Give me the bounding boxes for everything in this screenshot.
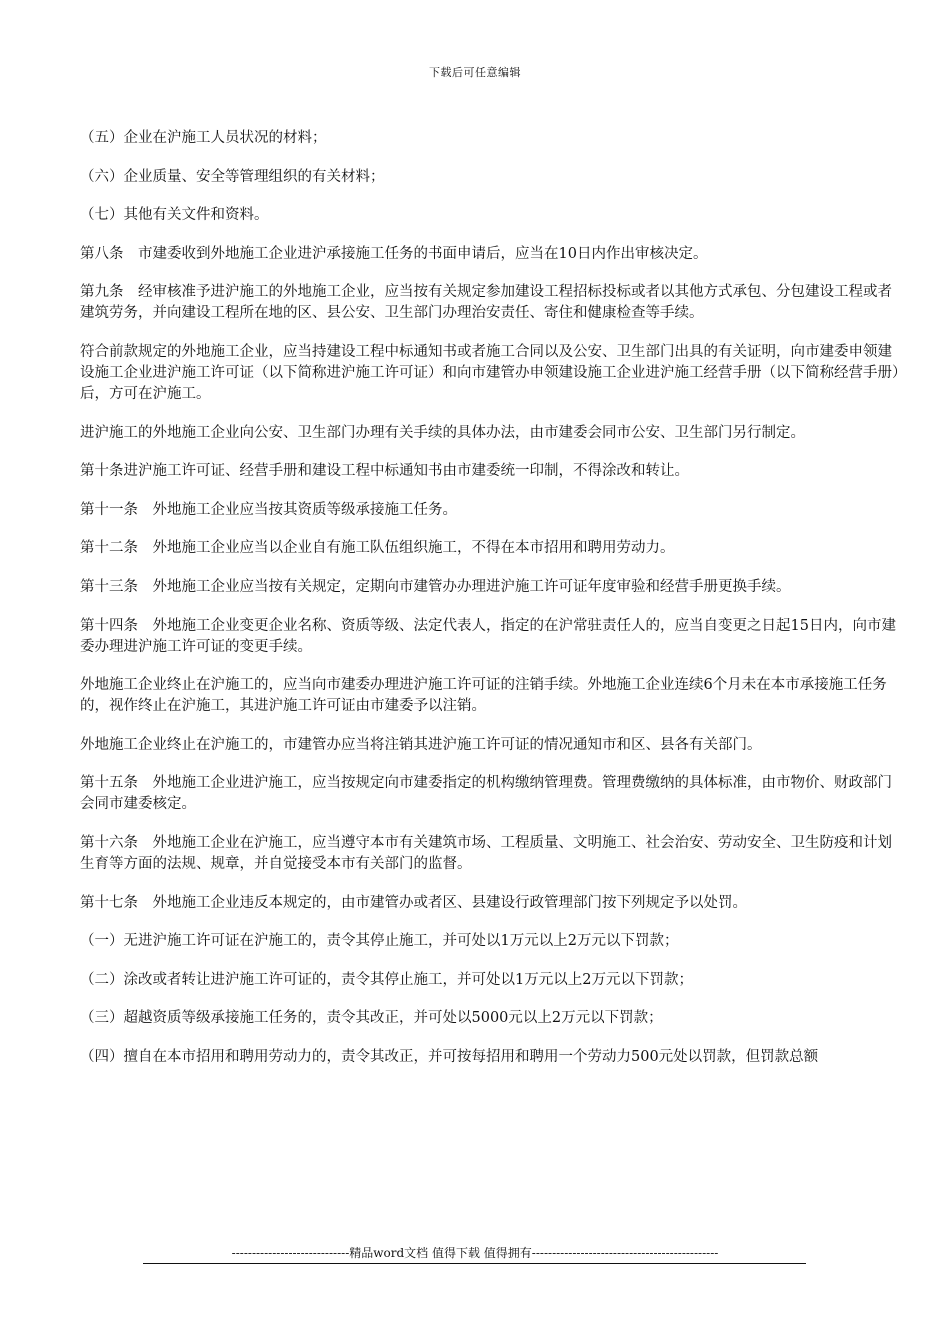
paragraph: （五）企业在沪施工人员状况的材料； — [80, 130, 327, 146]
paragraph: 外地施工企业终止在沪施工的，应当向市建委办理进沪施工许可证的注销手续。外地施工企业连续6个月未在本市承接施工任务的，视作终止在沪施工，其进沪施工许可证由市建委予以注销。 — [80, 677, 887, 715]
paragraph: （三）超越资质等级承接施工任务的，责令其改正，并可处以5000元以上2万元以下罚款； — [80, 1010, 663, 1027]
footer-rule — [143, 1263, 806, 1264]
paragraph: （七）其他有关文件和资料。 — [80, 207, 269, 224]
paragraph: （六）企业质量、安全等管理组织的有关材料； — [80, 168, 385, 185]
page-header: 下载后可任意编辑 — [429, 66, 521, 79]
document-body — [80, 128, 902, 1085]
paragraph: （一）无进沪施工许可证在沪施工的，责令其停止施工，并可处以1万元以上2万元以下罚款； — [80, 933, 679, 950]
paragraph: 第十三条 外地施工企业应当按有关规定，定期向市建管办办理进沪施工许可证年度审验和经营手册更换手续。 — [80, 578, 791, 595]
paragraph: 第十条进沪施工许可证、经营手册和建设工程中标通知书由市建委统一印制，不得涂改和转让。 — [80, 463, 689, 480]
paragraph: 第十七条 外地施工企业违反本规定的，由市建管办或者区、县建设行政管理部门按下列规定予以处罚。 — [80, 894, 747, 911]
paragraph: 第十五条 外地施工企业进沪施工，应当按规定向市建委指定的机构缴纳管理费。管理费缴纳的具体标准，由市物价、财政部门会同市建委核定。 — [80, 775, 892, 813]
paragraph: 外地施工企业终止在沪施工的，市建管办应当将注销其进沪施工许可证的情况通知市和区、县各有关部门。 — [80, 736, 762, 753]
paragraph: 符合前款规定的外地施工企业，应当持建设工程中标通知书或者施工合同以及公安、卫生部门出具的有关证明，向市建委申领建设施工企业进沪施工许可证（以下简称进沪施工许可证）和向市建管办申领建设施工企业进沪施工经营手册（以下简称经营手册）后，方可在沪施工。 — [80, 343, 900, 402]
paragraph: 第十四条 外地施工企业变更企业名称、资质等级、法定代表人，指定的在沪常驻责任人的，应当自变更之日起15日内，向市建委办理进沪施工许可证的变更手续。 — [80, 617, 896, 655]
paragraph: 第十二条 外地施工企业应当以企业自有施工队伍组织施工，不得在本市招用和聘用劳动力。 — [80, 540, 675, 557]
paragraph: 进沪施工的外地施工企业向公安、卫生部门办理有关手续的具体办法，由市建委会同市公安、卫生部门另行制定。 — [80, 424, 805, 441]
paragraph: （四）擅自在本市招用和聘用劳动力的，责令其改正，并可按每招用和聘用一个劳动力500元处以罚款，但罚款总额 — [80, 1048, 819, 1065]
page-footer: -----------------------------精品word文档 值得下载 值得拥有---------------------------------------------- — [231, 1246, 719, 1260]
paragraph: 第八条 市建委收到外地施工企业进沪承接施工任务的书面申请后，应当在10日内作出审核决定。 — [80, 245, 708, 262]
paragraph: 第十六条 外地施工企业在沪施工，应当遵守本市有关建筑市场、工程质量、文明施工、社会治安、劳动安全、卫生防疫和计划生育等方面的法规、规章，并自觉接受本市有关部门的监督。 — [80, 834, 892, 872]
paragraph: （二）涂改或者转让进沪施工许可证的，责令其停止施工，并可处以1万元以上2万元以下罚款； — [80, 971, 693, 988]
paragraph: 第九条 经审核准予进沪施工的外地施工企业，应当按有关规定参加建设工程招标投标或者以其他方式承包、分包建设工程或者建筑劳务，并向建设工程所在地的区、县公安、卫生部门办理治安责任、寄住和健康检查等手续。 — [80, 284, 892, 322]
paragraph: 第十一条 外地施工企业应当按其资质等级承接施工任务。 — [80, 501, 457, 518]
